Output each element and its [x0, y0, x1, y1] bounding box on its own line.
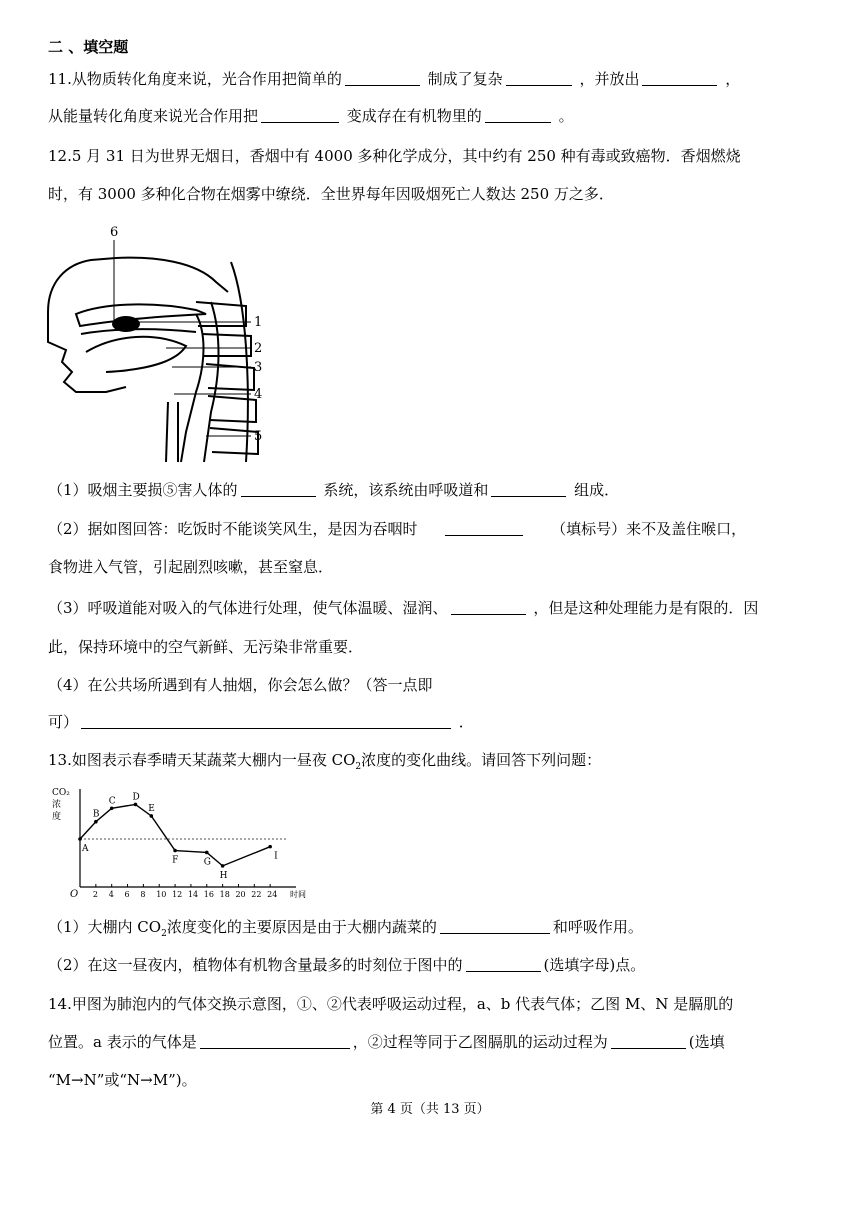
q12-part3-cont: 此，保持环境中的空气新鲜、无污染非常重要． — [48, 638, 364, 656]
data-point-D — [134, 803, 138, 807]
q12-part4: （4）在公共场所遇到有人抽烟，你会怎么做？（答一点即 — [48, 676, 433, 694]
text: ， — [725, 70, 741, 88]
text: 。 — [558, 107, 574, 125]
y-axis-label: 度 — [52, 812, 62, 822]
text: 制成了复杂 — [427, 70, 503, 88]
text: 位置。a 表示的气体是 — [48, 1033, 197, 1051]
text: ，并放出 — [579, 70, 640, 88]
x-tick-label: 4 — [108, 890, 114, 899]
text: 13.如图表示春季晴天某蔬菜大棚内一昼夜 CO — [48, 751, 356, 769]
text: (选填字母)点。 — [543, 956, 646, 974]
figure-label-6: 6 — [110, 225, 119, 240]
page-footer: 第 4 页（共 13 页） — [370, 1102, 490, 1117]
answer-blank[interactable] — [642, 69, 717, 86]
text: 11.从物质转化角度来说，光合作用把简单的 — [48, 70, 342, 88]
data-point-H — [221, 864, 225, 868]
text: (选填 — [688, 1033, 725, 1051]
x-tick-label: 24 — [267, 890, 278, 899]
point-label-A: A — [82, 844, 89, 854]
q12-part4-cont — [48, 711, 818, 733]
origin-label: O — [70, 889, 79, 900]
answer-blank[interactable] — [506, 69, 572, 86]
point-label-E: E — [148, 803, 155, 814]
q12-part2 — [48, 518, 818, 540]
x-tick-label: 6 — [124, 890, 130, 899]
answer-blank[interactable] — [611, 1032, 686, 1049]
text: （填标号）来不及盖住喉口， — [551, 520, 747, 538]
y-axis-label: CO₂ — [52, 788, 70, 798]
data-point-F — [173, 849, 177, 853]
section-title: 二 、填空题 — [48, 38, 129, 56]
q11-line2 — [48, 105, 818, 127]
answer-blank[interactable] — [241, 480, 316, 497]
x-tick-label: 14 — [187, 890, 199, 899]
data-point-E — [150, 814, 154, 818]
answer-blank[interactable] — [345, 69, 420, 86]
x-tick-label: 8 — [140, 890, 146, 899]
q12-part2-cont: 食物进入气管，引起剧烈咳嗽，甚至窒息． — [48, 558, 334, 576]
data-point-C — [110, 806, 114, 810]
x-tick-label: 16 — [203, 890, 214, 899]
figure-label-1: 1 — [254, 315, 263, 330]
respiratory-anatomy-figure — [46, 222, 276, 462]
answer-blank[interactable] — [451, 598, 526, 615]
text: 组成． — [574, 481, 620, 499]
q14-line1: 14.甲图为肺泡内的气体交换示意图，①、②代表呼吸运动过程，a、b 代表气体；乙图 M、N 是膈肌的 — [48, 995, 734, 1013]
text: （2）据如图回答：吃饭时不能谈笑风生，是因为吞咽时 — [48, 520, 418, 538]
answer-blank[interactable] — [445, 519, 523, 536]
q14-line2 — [48, 1031, 818, 1053]
answer-blank[interactable] — [485, 106, 551, 123]
figure-label-3: 3 — [254, 360, 263, 375]
q12-part3 — [48, 597, 818, 619]
q12-part1 — [48, 479, 818, 501]
x-tick-label: 22 — [251, 890, 262, 899]
co2-concentration-chart — [46, 783, 312, 903]
point-label-H: H — [219, 870, 228, 881]
point-label-I: I — [274, 851, 278, 862]
answer-blank[interactable] — [491, 480, 566, 497]
answer-blank[interactable] — [440, 917, 550, 934]
x-tick-label: 20 — [235, 890, 246, 899]
y-axis-label: 浓 — [52, 800, 62, 810]
x-tick-label: 18 — [219, 890, 230, 899]
subscript: 2 — [161, 929, 167, 939]
text: 浓度的变化曲线。请回答下列问题： — [361, 751, 602, 769]
text: ，②过程等同于乙图膈肌的运动过程为 — [352, 1033, 608, 1051]
text: 浓度变化的主要原因是由于大棚内蔬菜的 — [166, 918, 437, 936]
data-point-A — [78, 837, 82, 841]
data-point-I — [268, 845, 272, 849]
q13-part1 — [48, 916, 818, 945]
figure-label-2: 2 — [254, 341, 263, 356]
q13-part2 — [48, 954, 818, 976]
q11-line1 — [48, 68, 818, 90]
x-tick-label: 10 — [156, 890, 167, 899]
answer-blank[interactable] — [81, 712, 451, 729]
text: （1）大棚内 CO — [48, 918, 162, 936]
soft-palate-mark — [112, 316, 140, 332]
text: ． — [458, 713, 474, 731]
answer-blank[interactable] — [261, 106, 339, 123]
data-point-G — [205, 851, 209, 855]
q14-line3: “M→N”或“N→M”)。 — [48, 1071, 197, 1089]
x-tick-label: 12 — [172, 890, 183, 899]
text: 和呼吸作用。 — [552, 918, 643, 936]
data-point-B — [94, 820, 98, 824]
text: （3）呼吸道能对吸入的气体进行处理，使气体温暖、湿润、 — [48, 599, 448, 617]
x-tick-label: 2 — [92, 890, 98, 899]
answer-blank[interactable] — [200, 1032, 350, 1049]
q12-line1: 12.5 月 31 日为世界无烟日，香烟中有 4000 多种化学成分，其中约有 250 种有毒或致癌物．香烟燃烧 — [48, 147, 741, 165]
q13-line1 — [48, 749, 818, 778]
text: （1）吸烟主要损⑤害人体的 — [48, 481, 238, 499]
text: 从能量转化角度来说光合作用把 — [48, 107, 259, 125]
point-label-D: D — [132, 792, 140, 803]
point-label-C: C — [108, 796, 116, 807]
point-label-F: F — [172, 855, 179, 866]
point-label-B: B — [92, 809, 100, 820]
text: ，但是这种处理能力是有限的．因 — [533, 599, 759, 617]
figure-label-5: 5 — [254, 429, 263, 444]
figure-label-4: 4 — [254, 387, 263, 402]
text: （2）在这一昼夜内，植物体有机物含量最多的时刻位于图中的 — [48, 956, 463, 974]
x-axis-label: 时间 — [290, 890, 306, 899]
text: 系统，该系统由呼吸道和 — [323, 481, 489, 499]
text: 可） — [48, 713, 79, 731]
point-label-G: G — [203, 857, 211, 868]
q12-line2: 时，有 3000 多种化合物在烟雾中缭绕．全世界每年因吸烟死亡人数达 250 万之多． — [48, 185, 614, 203]
text: 变成存在有机物里的 — [346, 107, 482, 125]
subscript: 2 — [355, 762, 362, 772]
answer-blank[interactable] — [466, 955, 541, 972]
